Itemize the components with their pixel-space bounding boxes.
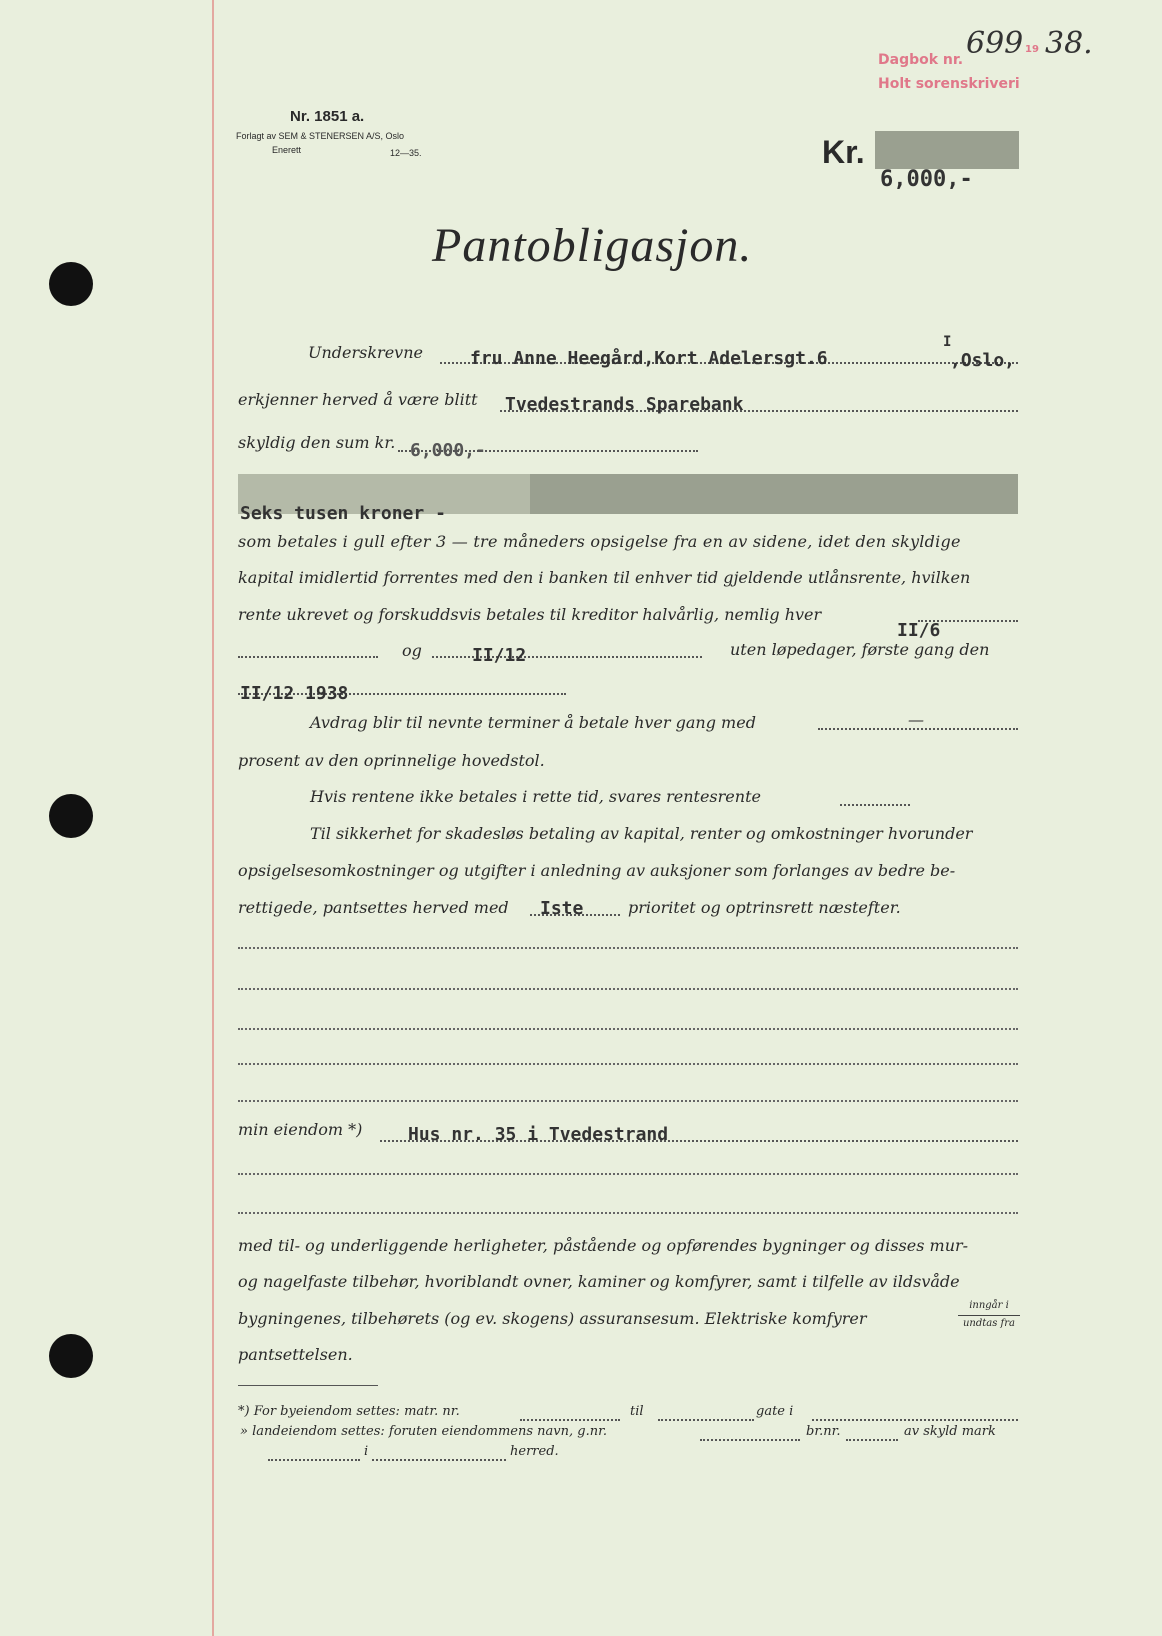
stamp-diary-label: Dagbok nr. <box>878 52 964 68</box>
fraction-top: inngår i <box>969 1300 1009 1311</box>
margin-line <box>212 0 214 1636</box>
body-line-11: med til- og underliggende herligheter, påstående og opførendes bygninger og disses mur- <box>238 1236 969 1255</box>
term-date-1: II/6 <box>897 620 941 641</box>
body-line-4: uten løpedager, første gang den <box>730 640 990 659</box>
creditor-value: Tvedestrands Sparebank <box>505 394 744 415</box>
footnote-1c: gate i <box>756 1404 794 1419</box>
acknowledge-label: erkjenner herved å være blitt <box>238 390 478 409</box>
footnote-2b: br.nr. <box>806 1424 841 1439</box>
document-title: Pantobligasjon. <box>432 219 753 272</box>
footnote-2a: » landeiendom settes: foruten eiendommens navn, g.nr. <box>240 1424 607 1439</box>
footnote-line-7 <box>372 1459 506 1461</box>
sum-value: 6,000,- <box>410 440 486 461</box>
blank-line-1 <box>238 947 1018 949</box>
footnote-3b: herred. <box>510 1444 559 1459</box>
amount-box <box>875 131 1019 169</box>
term-date-2: II/12 <box>472 645 527 666</box>
priority-value: Iste <box>540 898 584 919</box>
amount-prefix: Kr. <box>822 134 865 170</box>
punch-hole-middle <box>49 794 93 838</box>
blank-line-4 <box>238 1063 1018 1065</box>
eneret: Enerett <box>272 145 302 155</box>
footnote-2c: av skyld mark <box>904 1424 996 1439</box>
first-date: II/12 1938 <box>240 683 349 704</box>
installment-dash: — <box>908 710 924 729</box>
punch-hole-top <box>49 262 93 306</box>
footnote-3a: i <box>364 1444 369 1459</box>
footnote-1b: til <box>630 1404 644 1419</box>
sum-words-box-dark <box>530 474 1018 514</box>
undersigned-city: ,Oslo, <box>950 350 1016 371</box>
form-date: 12—35. <box>390 148 422 158</box>
body-line-13: bygningenes, tilbehørets (og ev. skogens) assuransesum. Elektriske komfyrer <box>238 1309 867 1328</box>
form-number: Nr. 1851 a. <box>290 108 365 125</box>
body-line-10b: prioritet og optrinsrett næstefter. <box>628 898 901 917</box>
footnote-line-1 <box>520 1419 620 1421</box>
undersigned-sup: I <box>943 334 952 350</box>
property-value: Hus nr. 35 i Tvedestrand <box>408 1124 669 1145</box>
stamp-year-prefix: 19 <box>1025 44 1039 55</box>
footnote-line-6 <box>268 1459 360 1461</box>
property-line-3 <box>238 1212 1018 1214</box>
sum-words: Seks tusen kroner - <box>240 503 446 524</box>
blank-line-3 <box>238 1028 1018 1030</box>
body-line-6: prosent av den oprinnelige hovedstol. <box>238 751 545 770</box>
fraction-rule <box>958 1315 1020 1316</box>
penalty-line <box>840 804 910 806</box>
term-line-2 <box>238 656 378 658</box>
property-label: min eiendom *) <box>238 1120 363 1139</box>
footnote-line-5 <box>846 1439 898 1441</box>
footnote-line-3 <box>812 1419 1018 1421</box>
body-line-7: Hvis rentene ikke betales i rette tid, svares rentesrente <box>310 787 761 806</box>
body-line-14: pantsettelsen. <box>238 1345 353 1364</box>
punch-hole-bottom <box>49 1334 93 1378</box>
body-line-5: Avdrag blir til nevnte terminer å betale hver gang med <box>310 713 756 732</box>
body-line-10a: rettigede, pantsettes herved med <box>238 898 509 917</box>
blank-line-5 <box>238 1100 1018 1102</box>
undersigned-value: fru Anne Heegård,Kort Adelersgt.6 <box>470 348 828 369</box>
body-line-9: opsigelsesomkostninger og utgifter i anledning av auksjoner som forlanges av bedre be- <box>238 861 956 880</box>
footnote-1a: *) For byeiendom settes: matr. nr. <box>238 1404 460 1419</box>
sum-label: skyldig den sum kr. <box>238 433 396 452</box>
body-line-1: som betales i gull efter 3 — tre måneders opsigelse fra en av sidene, idet den skyldige <box>238 532 961 551</box>
publisher: Forlagt av SEM & STENERSEN A/S, Oslo <box>236 131 405 141</box>
og-label: og <box>402 641 422 660</box>
footnote-line-2 <box>658 1419 754 1421</box>
fraction-bottom: undtas fra <box>962 1318 1016 1329</box>
body-line-8: Til sikkerhet for skadesløs betaling av kapital, renter og omkostninger hvorunder <box>310 824 973 843</box>
body-line-12: og nagelfaste tilbehør, hvoriblandt ovner, kaminer og komfyrer, samt i tilfelle av ildsvåde <box>238 1272 960 1291</box>
stamp-court: Holt sorenskriveri <box>878 76 1020 92</box>
body-line-2: kapital imidlertid forrentes med den i banken til enhver tid gjeldende utlånsrente, hvilken <box>238 568 971 587</box>
diary-year: 38. <box>1045 26 1093 61</box>
footnote-line-4 <box>700 1439 800 1441</box>
diary-number: 699 <box>966 26 1024 61</box>
property-line-2 <box>238 1173 1018 1175</box>
amount-value: 6,000,- <box>880 167 973 192</box>
undersigned-label: Underskrevne <box>308 343 423 362</box>
body-line-3: rente ukrevet og forskuddsvis betales til kreditor halvårlig, nemlig hver <box>238 605 822 624</box>
blank-line-2 <box>238 988 1018 990</box>
footnote-rule <box>238 1385 378 1386</box>
